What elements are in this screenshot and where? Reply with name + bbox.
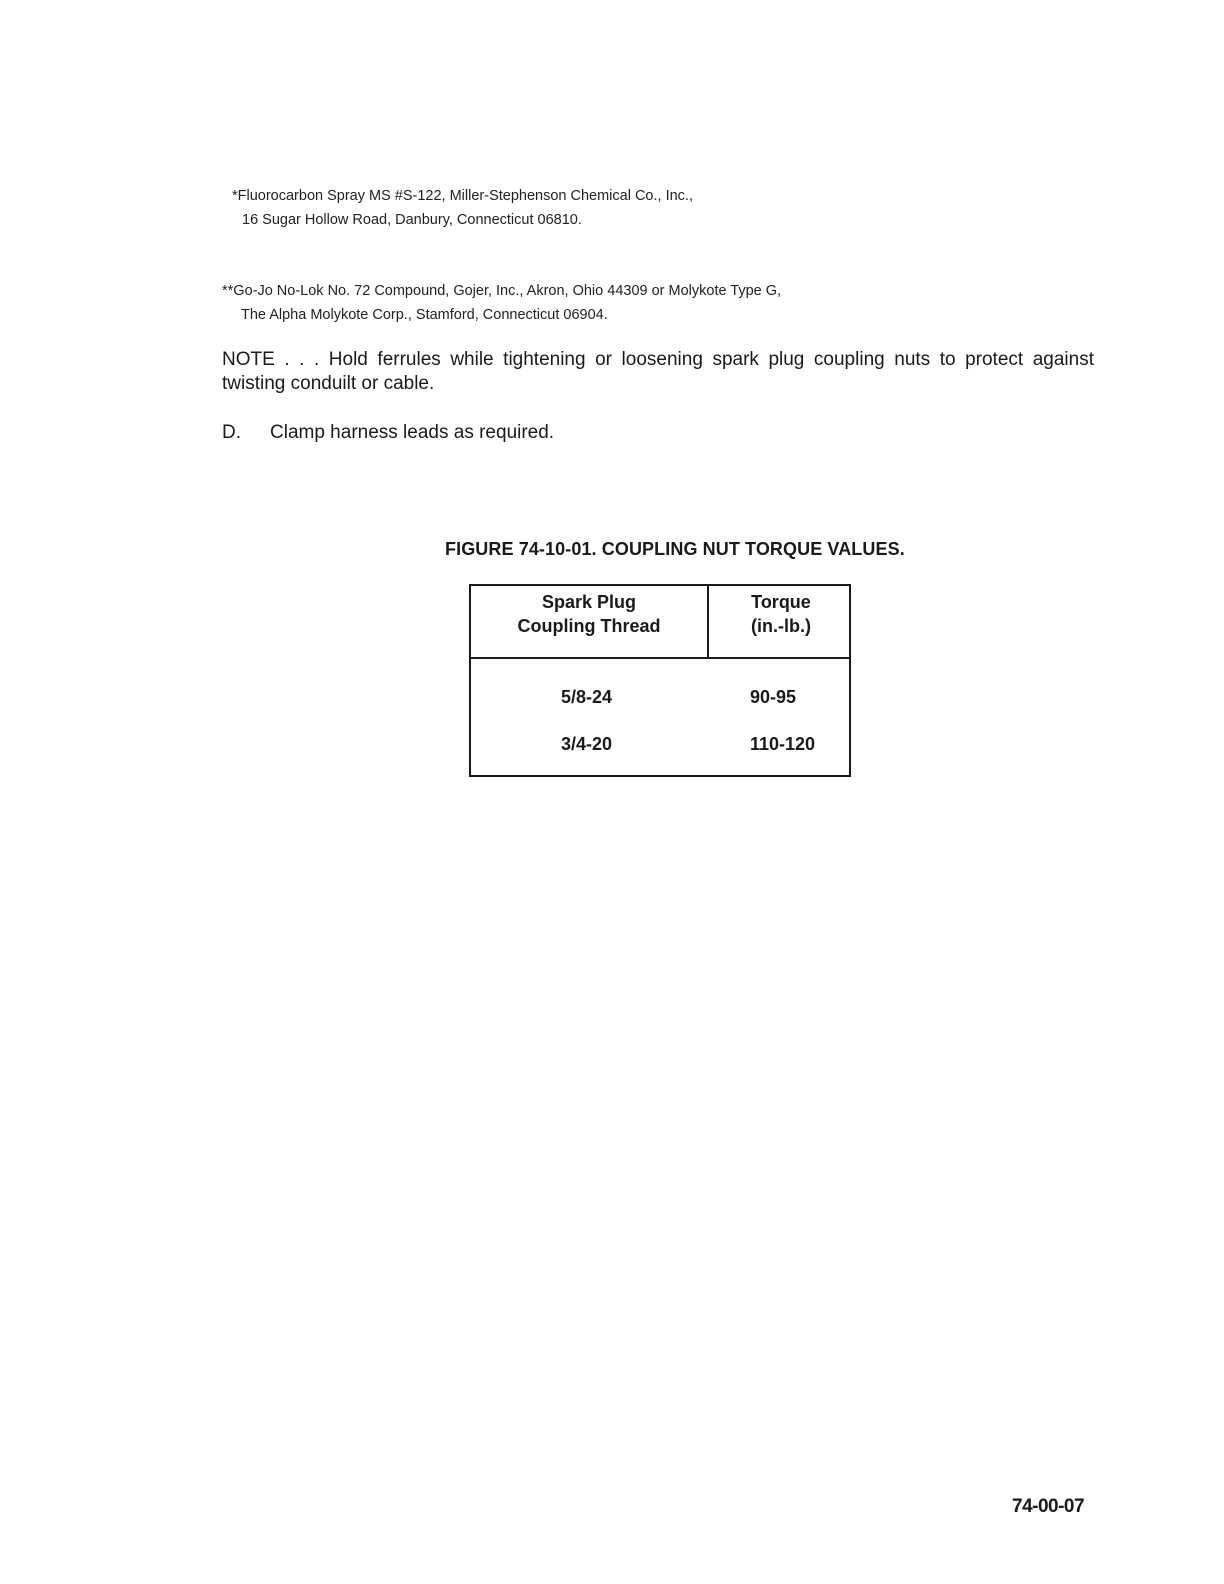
header-line: Spark Plug: [541, 592, 637, 612]
header-torque: [709, 590, 853, 638]
footnote-fluorocarbon: [232, 184, 693, 232]
table-cell-thread: 3/4-20: [561, 734, 613, 754]
table-cell-torque: 90-95: [750, 687, 797, 707]
note-paragraph: NOTE . . . Hold ferrules while tightening or loosening spark plug coupling nuts to protect against twisting conduilt or cable.: [222, 349, 1094, 394]
footnote-line: The Alpha Molykote Corp., Stamford, Connecticut 06904.: [241, 307, 608, 323]
header-divider: [471, 657, 849, 659]
footnote-compound: [222, 279, 781, 327]
torque-table: [469, 584, 851, 777]
table-cell-thread: 5/8-24: [561, 687, 613, 707]
table-cell-torque: 110-120: [750, 734, 816, 754]
footnote-line: **Go-Jo No-Lok No. 72 Compound, Gojer, Inc., Akron, Ohio 44309 or Molykote Type G,: [222, 283, 782, 299]
figure-title: FIGURE 74-10-01. COUPLING NUT TORQUE VALUES.: [445, 539, 905, 559]
footnote-line: 16 Sugar Hollow Road, Danbury, Connecticut 06810.: [242, 212, 582, 228]
footnote-line: *Fluorocarbon Spray MS #S-122, Miller-Stephenson Chemical Co., Inc.,: [232, 188, 693, 204]
header-coupling-thread: [471, 590, 707, 638]
page-number: 74-00-07: [1012, 1496, 1085, 1517]
header-line: Coupling Thread: [517, 616, 661, 636]
header-line: Torque: [751, 592, 811, 612]
step-d: [222, 421, 554, 445]
step-text: Clamp harness leads as required.: [270, 422, 555, 443]
step-letter: D.: [222, 422, 241, 443]
header-line: (in.-lb.): [751, 616, 811, 636]
